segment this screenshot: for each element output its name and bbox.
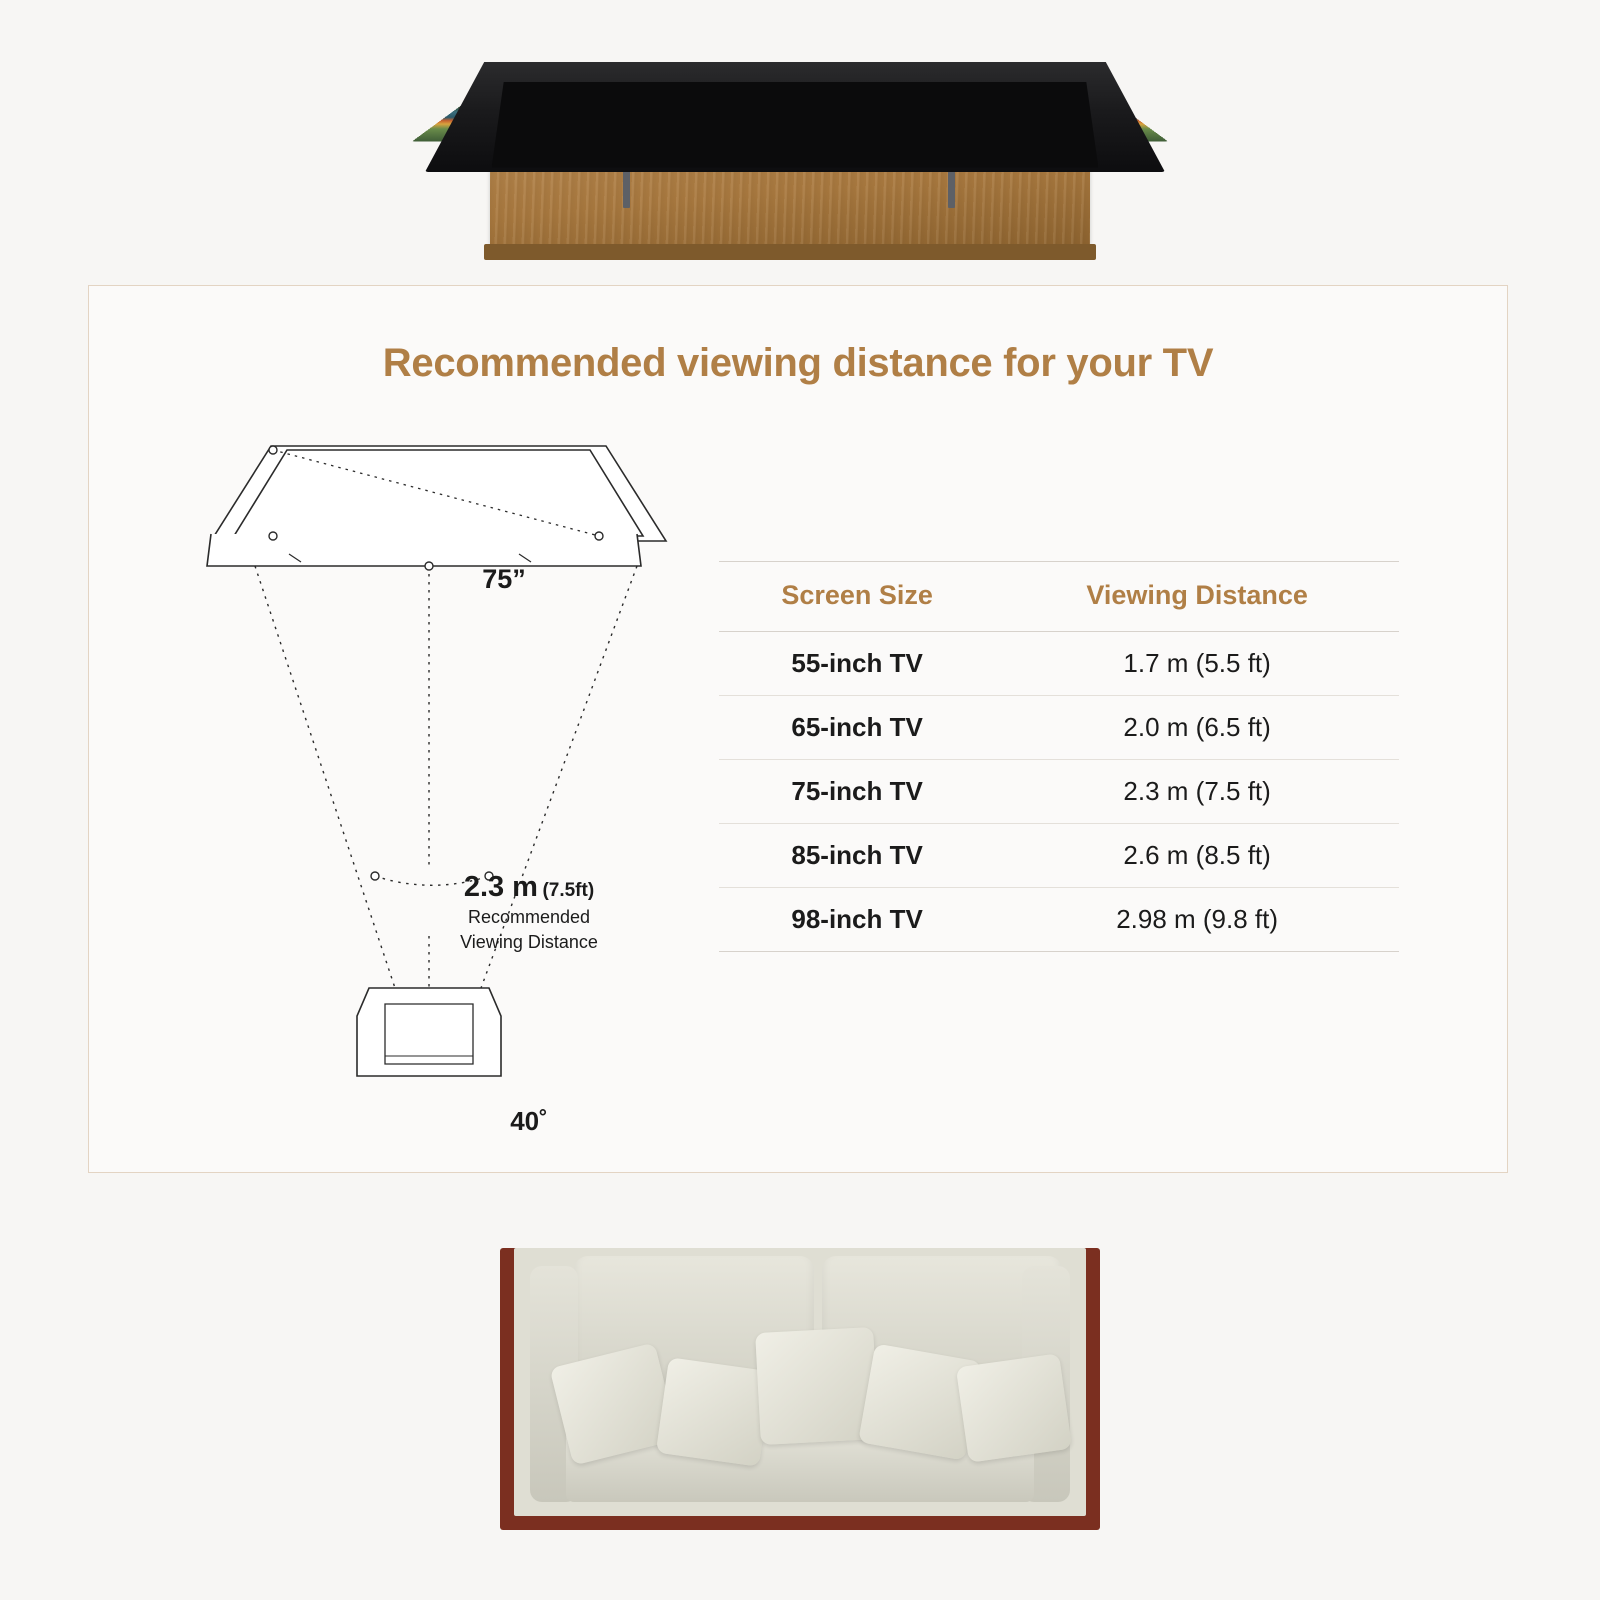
throw-pillow (956, 1353, 1072, 1463)
table-row (719, 888, 1399, 952)
recommended-distance-label (460, 871, 598, 953)
cell-screen-size: 98-inch TV (719, 888, 995, 952)
tv-photo-scene (0, 30, 1600, 260)
cell-viewing-distance: 2.3 m (7.5 ft) (995, 760, 1399, 824)
distance-caption-line2: Viewing Distance (460, 931, 598, 952)
diagram-svg (189, 416, 729, 1116)
sofa-top-view-icon (357, 988, 501, 1076)
distance-imperial-value: (7.5ft) (542, 880, 595, 901)
tv-top-view-icon (207, 446, 666, 566)
throw-pillow (656, 1357, 772, 1467)
viewing-distance-table (719, 561, 1399, 952)
column-header-viewing-distance: Viewing Distance (995, 562, 1399, 632)
cell-viewing-distance: 2.0 m (6.5 ft) (995, 696, 1399, 760)
sofa-upholstery (514, 1248, 1086, 1516)
television (425, 62, 1165, 172)
cell-screen-size: 65-inch TV (719, 696, 995, 760)
cell-screen-size: 75-inch TV (719, 760, 995, 824)
table-row (719, 824, 1399, 888)
viewing-angle-label: 40˚ (510, 1106, 548, 1136)
viewing-distance-panel (88, 285, 1508, 1173)
distance-metric-value: 2.3 m (463, 871, 538, 903)
sofa-photo-scene (500, 1248, 1100, 1530)
cell-viewing-distance: 2.98 m (9.8 ft) (995, 888, 1399, 952)
viewing-distance-table-wrapper (719, 561, 1399, 952)
table-row (719, 760, 1399, 824)
tv-bezel (425, 62, 1165, 172)
cell-viewing-distance: 1.7 m (5.5 ft) (995, 632, 1399, 696)
table-row (719, 696, 1399, 760)
table-row (719, 632, 1399, 696)
table-header-row (719, 562, 1399, 632)
distance-caption-line1: Recommended (467, 907, 591, 927)
viewing-distance-diagram (189, 416, 729, 1136)
cell-viewing-distance: 2.6 m (8.5 ft) (995, 824, 1399, 888)
screen-size-label: 75” (482, 564, 526, 594)
cell-screen-size: 85-inch TV (719, 824, 995, 888)
page-title: Recommended viewing distance for your TV (382, 341, 1214, 385)
cell-screen-size: 55-inch TV (719, 632, 995, 696)
column-header-screen-size: Screen Size (719, 562, 995, 632)
tv-bezel-inner (492, 82, 1099, 168)
sofa-frame (500, 1248, 1100, 1530)
